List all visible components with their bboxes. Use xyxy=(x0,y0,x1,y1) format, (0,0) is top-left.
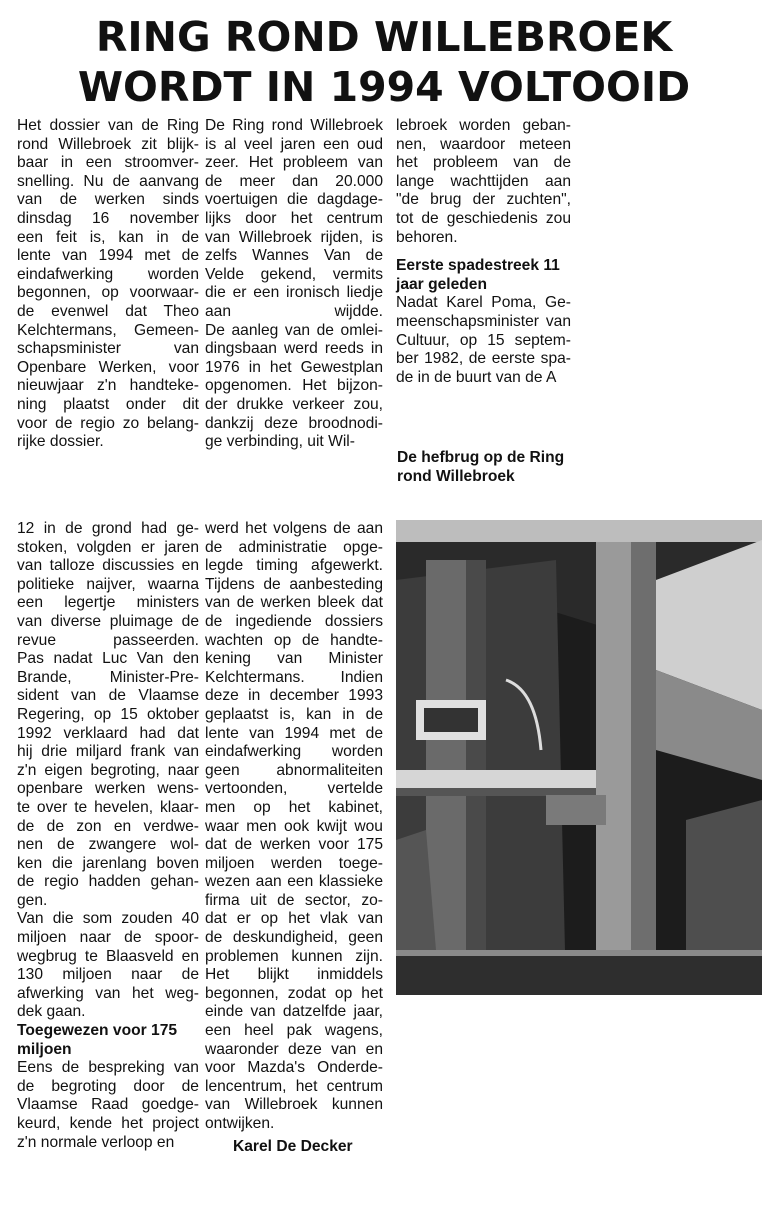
col1-line: lente van 1994 met de xyxy=(17,247,199,265)
col5-line: van Willebroek kunnen xyxy=(205,1096,383,1114)
col5-line: Kelchtermans. Indien xyxy=(205,668,383,686)
col2-line: aan wijdde. xyxy=(205,302,383,320)
bridge-photo xyxy=(396,520,762,995)
caption-line: rond Willebroek xyxy=(397,468,515,485)
col4b-line: Vlaamse Raad goedge- xyxy=(17,1096,199,1114)
col5-line: legde timing afgewerkt. xyxy=(205,557,383,575)
col2-line: lijks door het centrum xyxy=(205,209,383,227)
col4-line: de de zon en verdwe- xyxy=(17,817,199,835)
col1-line: schapsminister van xyxy=(17,340,199,358)
col2-line: zeer. Het probleem van xyxy=(205,154,383,172)
col1-line: eindafwerking worden xyxy=(17,265,199,283)
col5-line: begonnen, zodat op het xyxy=(205,984,383,1002)
col5-line: geplaatst is, kan in de xyxy=(205,705,383,723)
col4-line: z'n eigen begroting, naar xyxy=(17,761,199,779)
col4-line: te over te hevelen, klaar- xyxy=(17,798,199,816)
col1-line: ning plaatst onder dit xyxy=(17,395,199,413)
col3-line: lange wachttijden aan xyxy=(396,172,571,190)
col5-line: waar men ook kwijt wou xyxy=(205,817,383,835)
col5-line: wezen aan een klassieke xyxy=(205,873,383,891)
col5-line: eindafwerking worden xyxy=(205,743,383,761)
subhead1-line: jaar geleden xyxy=(396,275,488,293)
col4-line: nen de zwangere wol- xyxy=(17,836,199,854)
col5-line: dat de werken voor 175 xyxy=(205,836,383,854)
col5-line: firma uit de sector, zo- xyxy=(205,891,383,909)
byline: Karel De Decker xyxy=(233,1137,353,1155)
col4b-line: keurd, kende het project xyxy=(17,1115,199,1132)
col5-line: wachten op de handte- xyxy=(205,631,383,649)
col1-line: een feit is, kan in de xyxy=(17,228,199,246)
col1-line: voor de regio zo belang- xyxy=(17,414,199,432)
col5-line: men op het kabinet, xyxy=(205,798,383,816)
col4-line: stoken, volgden er jaren xyxy=(17,538,199,556)
col4-line: politieke naijver, waarna xyxy=(17,575,199,593)
col4b-line: z'n normale verloop en xyxy=(17,1133,175,1151)
article-column-3 xyxy=(396,117,571,387)
caption-line: De hefbrug op de Ring xyxy=(397,449,565,466)
col4-line: sident van de Vlaamse xyxy=(17,687,199,705)
col5-line: deze in december 1993 xyxy=(205,687,383,705)
col2-line: De aanleg van de omlei- xyxy=(205,321,383,339)
col2-line: De Ring rond Willebroek xyxy=(205,117,383,134)
col2-line: zelfs Wannes Van de xyxy=(205,247,383,265)
col5-line: problemen kunnen zijn. xyxy=(205,947,383,965)
col4-line: van diverse pluimage de xyxy=(17,612,199,630)
headline-line-2: WORDT IN 1994 VOLTOOID xyxy=(77,63,691,111)
col2-line: die er een ironisch liedje xyxy=(205,284,383,302)
col2-line: is al veel jaren een oud xyxy=(205,135,383,153)
col1-line: Openbare Werken, voor xyxy=(17,358,199,376)
col3b-line: Cultuur, op 15 septem- xyxy=(396,331,571,349)
col4-line: Van die som zouden 40 xyxy=(17,910,199,928)
article-column-4 xyxy=(17,520,199,1152)
col4-line: 130 miljoen naar de xyxy=(17,966,199,984)
col4b-line: Eens de bespreking van xyxy=(17,1059,199,1077)
col4-line: de regio hadden gehan- xyxy=(17,873,199,891)
col5-line: een heel pak wagens, xyxy=(205,1022,383,1040)
col2-line: ge verbinding, uit Wil- xyxy=(205,433,355,451)
col1-line: dinsdag 16 november xyxy=(17,209,199,227)
col5-line: Tijdens de aanbesteding xyxy=(205,575,383,593)
col5-line: waaronder deze van en xyxy=(205,1040,383,1058)
col5-line: van de werken bleek dat xyxy=(205,594,383,612)
col4-line: Regering, op 15 oktober xyxy=(17,705,199,723)
col5-line: de ingediende dossiers xyxy=(205,612,383,630)
col1-line: Het dossier van de Ring xyxy=(17,117,199,134)
col1-line: baar in een stroomver- xyxy=(17,154,199,172)
col2-line: der drukke verkeer zou, xyxy=(205,395,383,413)
col5-line: dat er op het vlak van xyxy=(205,910,383,928)
col4-line: 12 in de grond had ge- xyxy=(17,520,199,537)
col3b-line: de in de buurt van de A xyxy=(396,368,557,386)
col5-line: de administratie opge- xyxy=(205,538,383,556)
col4-line: openbare werken wens- xyxy=(17,780,199,798)
col5-line: einde van datzelfde jaar, xyxy=(205,1003,383,1021)
photo-caption xyxy=(397,448,587,486)
col2-line: voertuigen die dagdage- xyxy=(205,191,383,209)
col4-line: een legertje ministers xyxy=(17,594,199,612)
col5-line: ontwijken. xyxy=(205,1115,275,1132)
lift-bridge-image xyxy=(396,520,762,995)
col5-line: werd het volgens de aan xyxy=(205,520,383,537)
col5-line: lente van 1994 met de xyxy=(205,724,383,742)
col3-line: nen, waardoor meteen xyxy=(396,135,571,153)
subhead1-line: Eerste spadestreek 11 xyxy=(396,257,560,275)
col5-line: de deskundigheid, geen xyxy=(205,929,383,947)
col2-line: de meer dan 20.000 xyxy=(205,172,383,190)
col1-line: de evenwel dat Theo xyxy=(17,302,199,320)
col1-line: nieuwjaar z'n handteke- xyxy=(17,377,199,395)
col1-line: begonnen, op voorwaar- xyxy=(17,284,199,302)
col2-line: 1976 in het Gewestplan xyxy=(205,358,383,376)
col3b-line: ber 1982, de eerste spa- xyxy=(396,350,571,368)
col2-line: van Willebroek rijden, is xyxy=(205,228,383,246)
col4-line: miljoen naar de spoor- xyxy=(17,929,199,947)
col1-line: snelling. Nu de aanvang xyxy=(17,172,199,190)
col5-line: vertoonden, vertelde xyxy=(205,780,383,798)
col4-line: hij drie miljard frank van xyxy=(17,743,199,761)
col4b-line: de begroting door de xyxy=(17,1077,199,1095)
col4-line: Brande, Minister-Pre- xyxy=(17,668,199,686)
col5-line: kening van Minister xyxy=(205,650,383,668)
col5-line: lencentrum, het centrum xyxy=(205,1077,383,1095)
col4-line: Pas nadat Luc Van den xyxy=(17,650,199,668)
col4-line: van talloze discussies en xyxy=(17,557,199,575)
col1-line: rond Willebroek zit blijk- xyxy=(17,135,199,153)
col4-line: revue passeerden. xyxy=(17,631,199,649)
subhead2-line: Toegewezen voor 175 xyxy=(17,1022,178,1040)
col2-line: opgenomen. Het bijzon- xyxy=(205,377,383,395)
col4-line: gen. xyxy=(17,891,48,909)
col4-line: wegbrug te Blaasveld en xyxy=(17,947,199,965)
col1-line: van de werken sinds xyxy=(17,191,199,209)
article-column-5 xyxy=(205,520,383,1156)
col3-line: lebroek worden geban- xyxy=(396,117,571,134)
col3-line: tot de geschiedenis zou xyxy=(396,209,571,227)
article-column-2 xyxy=(205,117,383,452)
col5-line: geen abnormaliteiten xyxy=(205,761,383,779)
col3-line: het probleem van de xyxy=(396,154,571,172)
col3b-line: meenschapsminister van xyxy=(396,312,571,330)
subhead2-line: miljoen xyxy=(17,1040,72,1058)
col5-line: Het blijkt inmiddels xyxy=(205,966,383,984)
col3-line: behoren. xyxy=(396,228,458,246)
col4-line: ken die jarenlang boven xyxy=(17,854,199,872)
col3-line: "de brug der zuchten", xyxy=(396,191,571,209)
col1-line: rijke dossier. xyxy=(17,433,104,451)
col2-line: Velde gekend, vermits xyxy=(205,265,383,283)
col5-line: voor Mazda's Onderde- xyxy=(205,1059,383,1077)
col2-line: dingsbaan werd reeds in xyxy=(205,340,383,358)
col4-line: 1992 verklaard had dat xyxy=(17,724,199,742)
col2-line: dankzij deze broodnodi- xyxy=(205,414,383,432)
col4-line: afwerking van het weg- xyxy=(17,984,199,1002)
col4-line: dek gaan. xyxy=(17,1003,86,1021)
article-column-1 xyxy=(17,117,199,452)
col3b-line: Nadat Karel Poma, Ge- xyxy=(396,294,571,312)
col1-line: Kelchtermans, Gemeen- xyxy=(17,321,199,339)
headline-line-1: RING ROND WILLEBROEK xyxy=(95,13,673,61)
col5-line: miljoen werden toege- xyxy=(205,854,383,872)
